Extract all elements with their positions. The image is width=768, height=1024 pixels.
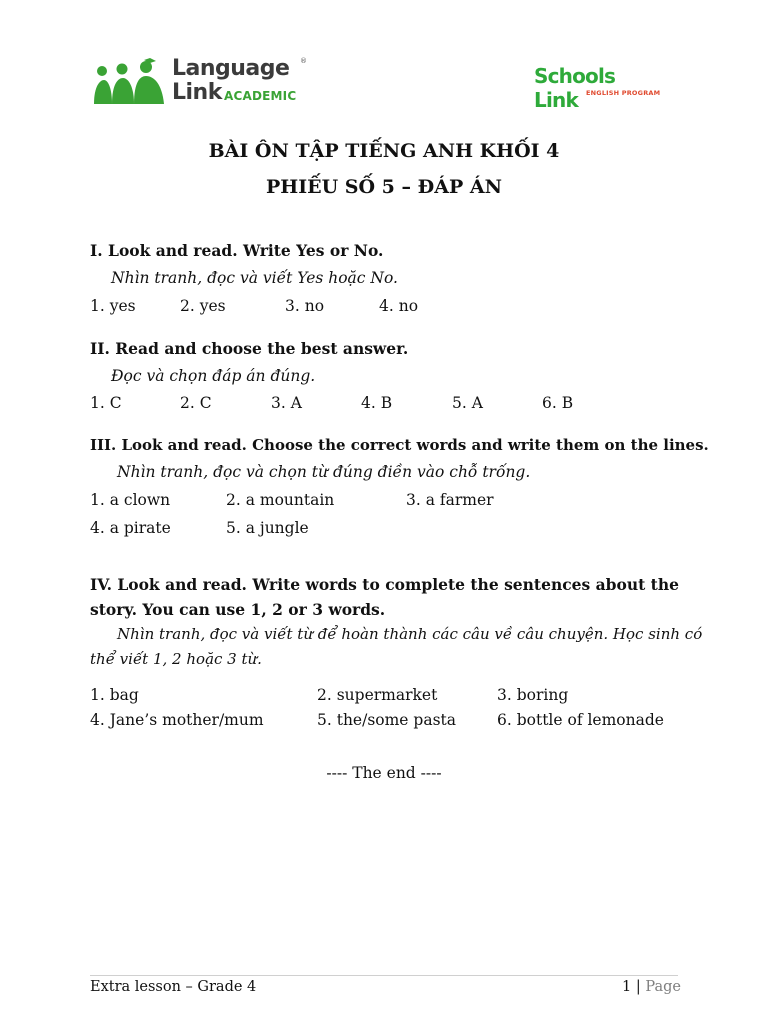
logo-registered-mark: ® (300, 57, 307, 65)
answer-item: 4. Jane’s mother/mum (90, 711, 264, 729)
answer-item: 1. yes (90, 297, 136, 315)
answer-item: 3. a farmer (406, 491, 494, 509)
footer-page-number: 1 (622, 979, 632, 995)
the-end-text: ---- The end ---- (326, 764, 442, 782)
logo-text-schools-link: Schools Link (534, 64, 616, 112)
section-1-heading: I. Look and read. Write Yes or No. (90, 241, 384, 260)
logo-text-academic: ACADEMIC (224, 89, 297, 103)
section-2-heading: II. Read and choose the best answer. (90, 339, 409, 358)
answer-item: 3. boring (497, 686, 569, 704)
page-title-line-1: BÀI ÔN TẬP TIẾNG ANH KHỐI 4 (208, 140, 560, 162)
answer-item: 6. bottle of lemonade (497, 711, 664, 729)
section-3-heading: III. Look and read. Choose the correct words and write them on the lines. (90, 436, 709, 454)
answer-item: 3. no (285, 297, 325, 315)
schools-link-logo (534, 64, 664, 112)
answer-item: 3. A (271, 394, 302, 412)
logo-text-link: Link (172, 80, 222, 105)
section-4-instruction-line-1: Nhìn tranh, đọc và viết từ để hoàn thành các câu về câu chuyện. Học sinh có (117, 625, 703, 643)
footer-separator: | (631, 979, 646, 995)
logo-text-english-program: ENGLISH PROGRAM (586, 89, 661, 97)
footer-lesson-label: Extra lesson – Grade 4 (90, 979, 257, 995)
answer-item: 4. no (379, 297, 419, 315)
section-4-heading-line-2: story. You can use 1, 2 or 3 words. (90, 600, 386, 619)
logo-text-language: Language (172, 56, 290, 81)
answer-item: 2. yes (180, 297, 226, 315)
answer-item: 4. B (361, 394, 393, 412)
answer-item: 2. a mountain (226, 491, 335, 509)
section-2-instruction: Đọc và chọn đáp án đúng. (111, 367, 316, 385)
section-3-instruction: Nhìn tranh, đọc và chọn từ đúng điền vào chỗ trống. (117, 463, 531, 481)
answer-item: 4. a pirate (90, 519, 171, 537)
answer-item: 5. A (452, 394, 483, 412)
footer-page-info (622, 979, 681, 995)
answer-item: 5. the/some pasta (317, 711, 456, 729)
answer-item: 6. B (542, 394, 574, 412)
section-4-heading-line-1: IV. Look and read. Write words to complete the sentences about the (90, 575, 679, 594)
section-4-instruction-line-2: thể viết 1, 2 hoặc 3 từ. (90, 650, 262, 668)
answer-item: 2. supermarket (317, 686, 438, 704)
language-link-logo (92, 56, 312, 108)
answer-item: 5. a jungle (226, 519, 309, 537)
answer-item: 1. bag (90, 686, 139, 704)
answer-item: 1. C (90, 394, 122, 412)
answer-item: 1. a clown (90, 491, 171, 509)
answer-item: 2. C (180, 394, 212, 412)
footer-divider (90, 975, 678, 976)
section-1-instruction: Nhìn tranh, đọc và viết Yes hoặc No. (111, 269, 398, 287)
footer-page-label: Page (645, 979, 681, 995)
page-title-line-2: PHIẾU SỐ 5 – ĐÁP ÁN (266, 176, 502, 198)
people-logo-icon (92, 58, 168, 106)
